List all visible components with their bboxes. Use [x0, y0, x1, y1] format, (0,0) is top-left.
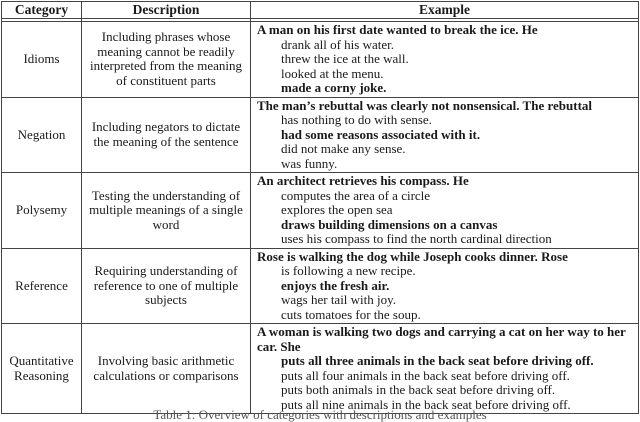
example-option: looked at the menu. [281, 65, 384, 81]
example-option: is following a new recipe. [281, 263, 416, 278]
example-stem: The man’s rebuttal was clearly not nonsensical. The rebuttal [257, 97, 593, 113]
description-cell: Including negators to dictate the meaning of the sentence [82, 97, 251, 173]
example-option: did not make any sense. [281, 141, 406, 156]
example-cell [251, 97, 639, 173]
description-cell: Involving basic arithmetic calculations or comparisons [82, 324, 251, 414]
example-option: cuts tomatoes for the soup. [281, 306, 421, 322]
category-cell: Polysemy [2, 173, 82, 249]
example-option-correct: made a corny joke. [281, 80, 387, 95]
example-option: puts all four animals in the back seat before driving off. [281, 367, 570, 383]
table-row [2, 97, 639, 173]
header-description: Description [82, 2, 251, 19]
example-stem: An architect retrieves his compass. He [257, 173, 469, 188]
example-cell [251, 22, 639, 98]
example-cell [251, 173, 639, 249]
category-cell: Reference [2, 248, 82, 324]
table-caption: Table 1: Overview of categories with descriptions and examples [153, 407, 487, 422]
example-option-correct: had some reasons associated with it. [281, 126, 481, 142]
table-row [2, 248, 639, 324]
category-cell: Negation [2, 97, 82, 173]
example-option: drank all of his water. [281, 36, 394, 52]
category-table-container [1, 1, 638, 414]
example-cell [251, 248, 639, 324]
example-stem: Rose is walking the dog while Joseph cooks dinner. Rose [257, 248, 568, 264]
category-table [1, 1, 639, 414]
example-option-correct: draws building dimensions on a canvas [281, 216, 498, 232]
example-option: explores the open sea [281, 202, 393, 217]
description-cell: Requiring understanding of reference to one of multiple subjects [82, 248, 251, 324]
example-option: wags her tail with joy. [281, 292, 397, 307]
table-row [2, 173, 639, 249]
example-option-correct: enjoys the fresh air. [281, 277, 390, 293]
table-row [2, 22, 639, 98]
example-option: was funny. [281, 155, 338, 171]
description-cell: Testing the understanding of multiple meanings of a single word [82, 173, 251, 249]
description-cell: Including phrases whose meaning cannot be readily interpreted from the meaning of constituent parts [82, 22, 251, 98]
example-option: puts both animals in the back seat before driving off. [281, 382, 556, 397]
header-example: Example [251, 2, 639, 19]
example-stem: A woman is walking two dogs and carrying a cat on her way to her car. She [257, 324, 626, 354]
example-option: puts all nine animals in the back seat before driving off. [281, 396, 571, 412]
table-header-row [2, 2, 639, 19]
example-option: has nothing to do with sense. [281, 112, 432, 127]
example-stem: A man on his first date wanted to break the ice. He [257, 22, 538, 37]
example-option: threw the ice at the wall. [281, 51, 409, 66]
example-option-correct: puts all three animals in the back seat before driving off. [281, 353, 594, 368]
example-option: computes the area of a circle [281, 187, 431, 203]
table-row [2, 324, 639, 414]
header-category: Category [2, 2, 82, 19]
category-cell: Idioms [2, 22, 82, 98]
example-cell [251, 324, 639, 414]
category-cell: Quantitative Reasoning [2, 324, 82, 414]
example-option: uses his compass to find the north cardinal direction [281, 231, 552, 246]
